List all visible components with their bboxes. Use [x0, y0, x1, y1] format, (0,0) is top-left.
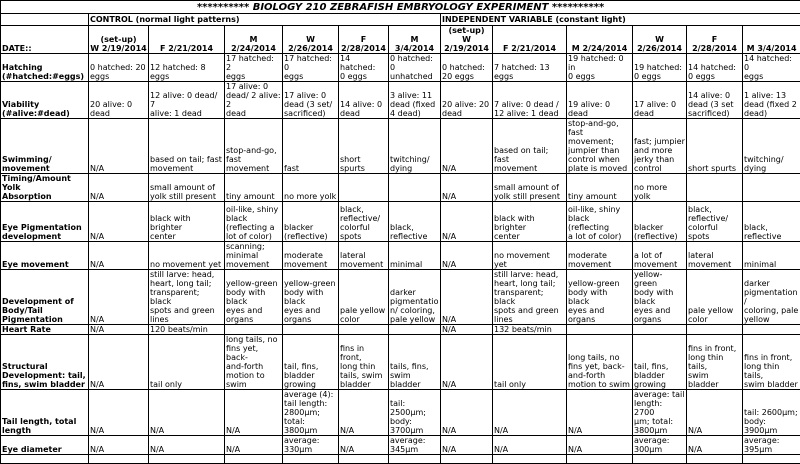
row-label: Heart Rate	[1, 325, 89, 335]
date-row	[1, 26, 800, 54]
table-cell: stop-and-go, fast movement; jumpier than control when plate is moved	[567, 119, 633, 174]
table-cell: N/A	[339, 390, 389, 436]
table-cell: tail: 2500µm; body: 3700µm	[389, 390, 441, 436]
table-cell: average: 330µm	[283, 436, 339, 455]
table-cell	[89, 455, 149, 464]
table-cell: long tails, no fins yet, back- and-forth motion to swim	[225, 335, 283, 390]
table-cell: still larve: head, heart, long tail; transparent; black spots and green lines	[493, 270, 567, 325]
table-cell: N/A	[441, 436, 493, 455]
table-cell: tail: 2600µm; body: 3900µm	[743, 390, 800, 436]
table-cell: 19 alive: 0 dead	[567, 82, 633, 119]
table-cell	[283, 325, 339, 335]
table-cell: 20 alive: 0 dead	[89, 82, 149, 119]
table-cell: small amount of yolk still present	[493, 174, 567, 202]
table-cell: N/A	[89, 270, 149, 325]
independent-section-header: INDEPENDENT VARIABLE (constant light)	[441, 14, 800, 26]
table-cell: N/A	[567, 390, 633, 436]
table-cell: fast	[283, 119, 339, 174]
table-cell	[339, 174, 389, 202]
table-cell: average (4): tail length: 2800µm; total: 3800µm	[283, 390, 339, 436]
table-cell: blacker (reflective)	[633, 202, 687, 242]
table-cell: tail, fins, bladder growing	[633, 335, 687, 390]
row-label: Hatching (#hatched:#eggs)	[1, 54, 89, 82]
table-cell	[567, 325, 633, 335]
page-title: ********** BIOLOGY 210 ZEBRAFISH EMBRYOLOGY EXPERIMENT **********	[1, 1, 800, 14]
row-label: Eye Pigmentation development	[1, 202, 89, 242]
table-cell: still larve: head, heart, long tail; transparent; black spots and green lines	[149, 270, 225, 325]
table-cell: 7 alive: 0 dead / 12 alive: 1 dead	[493, 82, 567, 119]
table-row	[1, 270, 800, 325]
table-cell: N/A	[441, 242, 493, 270]
cut-off-row	[1, 455, 800, 464]
date-header: F 2/28/2014	[339, 26, 389, 54]
table-row	[1, 335, 800, 390]
table-cell: lateral movement	[687, 242, 743, 270]
table-cell: 0 hatched: 20 eggs	[89, 54, 149, 82]
table-cell: 14 hatched: 0 eggs	[339, 54, 389, 82]
date-header: W 2/26/2014	[283, 26, 339, 54]
table-cell: 0 hatched: 20 eggs	[441, 54, 493, 82]
table-cell: no more yolk	[633, 174, 687, 202]
table-cell: moderate movement	[283, 242, 339, 270]
date-header: F 2/21/2014	[493, 26, 567, 54]
table-cell	[441, 455, 493, 464]
table-cell: N/A	[89, 325, 149, 335]
date-header: F 2/28/2014	[687, 26, 743, 54]
table-cell: short spurts	[339, 119, 389, 174]
row-label: Timing/Amount Yolk Absorption	[1, 174, 89, 202]
table-cell	[283, 455, 339, 464]
table-cell: yellow-green body with black eyes and organs	[225, 270, 283, 325]
table-cell: 12 alive: 0 dead/ 7 alive: 1 dead	[149, 82, 225, 119]
table-cell: twitching/ dying	[389, 119, 441, 174]
table-cell: tiny amount	[225, 174, 283, 202]
table-cell: oil-like, shiny black (reflecting a lot of color)	[225, 202, 283, 242]
table-cell	[225, 455, 283, 464]
table-cell: stop-and-go, fast movement	[225, 119, 283, 174]
table-cell	[493, 455, 567, 464]
table-cell: moderate movement	[567, 242, 633, 270]
table-cell: 7 hatched: 13 eggs	[493, 54, 567, 82]
table-cell: 14 alive: 0 dead	[339, 82, 389, 119]
table-row	[1, 242, 800, 270]
row-label: Tail length, total length	[1, 390, 89, 436]
table-row	[1, 82, 800, 119]
table-cell: twitching/ dying	[743, 119, 800, 174]
table-cell: N/A	[89, 436, 149, 455]
table-cell: no movement yet	[493, 242, 567, 270]
row-label: Eye diameter	[1, 436, 89, 455]
table-cell: scanning; minimal movement	[225, 242, 283, 270]
table-cell: lateral movement	[339, 242, 389, 270]
table-cell: N/A	[441, 119, 493, 174]
table-cell: yellow-green body with black eyes and organs	[567, 270, 633, 325]
table-cell: N/A	[89, 202, 149, 242]
table-cell	[743, 325, 800, 335]
date-header: (set-up) W 2/19/2014	[89, 26, 149, 54]
table-cell: 17 hatched: 0 eggs	[283, 54, 339, 82]
table-cell: fins in front, long thin tails, swim bladder	[687, 335, 743, 390]
table-cell: pale yellow color	[687, 270, 743, 325]
table-cell: N/A	[687, 390, 743, 436]
table-cell: fins in front, long thin tails, swim bladder	[743, 335, 800, 390]
table-row	[1, 390, 800, 436]
table-cell: fast; jumpier and more jerky than control	[633, 119, 687, 174]
table-cell: tails, fins, swim bladder	[389, 335, 441, 390]
table-cell	[743, 174, 800, 202]
table-row	[1, 54, 800, 82]
row-label: Viability (#alive:#dead)	[1, 82, 89, 119]
table-cell: yellow-green body with black eyes and organs	[633, 270, 687, 325]
table-cell	[389, 455, 441, 464]
table-cell: 19 hatched: 0 eggs	[633, 54, 687, 82]
table-cell	[339, 455, 389, 464]
table-cell: 17 alive: 0 dead	[633, 82, 687, 119]
table-cell	[633, 325, 687, 335]
table-cell: tail only	[149, 335, 225, 390]
table-cell: 0 hatched: 0 unhatched	[389, 54, 441, 82]
date-header: M 2/24/2014	[225, 26, 283, 54]
control-section-header: CONTROL (normal light patterns)	[89, 14, 441, 26]
table-cell: N/A	[225, 436, 283, 455]
table-cell	[687, 174, 743, 202]
table-cell: minimal	[743, 242, 800, 270]
table-cell	[339, 325, 389, 335]
table-row	[1, 325, 800, 335]
table-cell: 132 beats/min	[493, 325, 567, 335]
table-cell: 120 beats/min	[149, 325, 225, 335]
table-cell: black, reflective	[743, 202, 800, 242]
table-cell: 17 hatched: 2 eggs	[225, 54, 283, 82]
table-cell	[743, 455, 800, 464]
row-label: Swimming/ movement	[1, 119, 89, 174]
table-cell: N/A	[441, 174, 493, 202]
table-cell: yellow-green body with black eyes and organs	[283, 270, 339, 325]
table-cell: tail only	[493, 335, 567, 390]
table-cell: black with brighter center	[149, 202, 225, 242]
table-cell	[633, 455, 687, 464]
date-label: DATE::	[1, 26, 89, 54]
table-cell: oil-like, shiny black (reflecting a lot of color)	[567, 202, 633, 242]
table-cell	[687, 455, 743, 464]
table-cell: darker pigmentation/ coloring, pale yellow	[743, 270, 800, 325]
table-cell: 17 alive: 0 dead (3 set/ sacrificed)	[283, 82, 339, 119]
table-cell: average: 395µm	[743, 436, 800, 455]
table-cell: blacker (reflective)	[283, 202, 339, 242]
title-row	[1, 1, 800, 14]
table-cell: 20 alive: 20 dead	[441, 82, 493, 119]
table-cell: N/A	[441, 335, 493, 390]
table-cell: average: tail length: 2700 µm; total: 3800µm	[633, 390, 687, 436]
row-label: Structural Development: tail, fins, swim bladder	[1, 335, 89, 390]
table-cell: N/A	[441, 390, 493, 436]
table-cell: a lot of movement	[633, 242, 687, 270]
table-cell: darker pigmentatio n/ coloring, pale yellow	[389, 270, 441, 325]
table-cell: tail, fins, bladder growing	[283, 335, 339, 390]
table-cell: 14 alive: 0 dead (3 set sacrificed)	[687, 82, 743, 119]
date-header: M 3/4/2014	[389, 26, 441, 54]
table-row	[1, 202, 800, 242]
table-cell: short spurts	[687, 119, 743, 174]
table-cell: N/A	[89, 242, 149, 270]
table-cell: 3 alive: 11 dead (fixed 4 dead)	[389, 82, 441, 119]
table-cell: N/A	[441, 202, 493, 242]
section-row	[1, 14, 800, 26]
table-cell: N/A	[149, 390, 225, 436]
table-cell: 12 hatched: 8 eggs	[149, 54, 225, 82]
table-cell	[567, 455, 633, 464]
table-cell: N/A	[493, 390, 567, 436]
table-cell: minimal	[389, 242, 441, 270]
table-cell: 19 hatched: 0 in 0 eggs	[567, 54, 633, 82]
table-cell: black with brighter center	[493, 202, 567, 242]
table-cell: long tails, no fins yet, back- and-forth motion to swim	[567, 335, 633, 390]
table-cell: N/A	[149, 436, 225, 455]
table-cell: black, reflective	[389, 202, 441, 242]
table-cell: average: 345µm	[389, 436, 441, 455]
date-header: W 2/26/2014	[633, 26, 687, 54]
table-cell	[687, 325, 743, 335]
table-cell: 14 hatched: 0 eggs	[687, 54, 743, 82]
table-cell: 17 alive: 0 dead/ 2 alive: 2 dead	[225, 82, 283, 119]
date-header: F 2/21/2014	[149, 26, 225, 54]
table-cell: black, reflective/ colorful spots	[687, 202, 743, 242]
table-cell: N/A	[567, 436, 633, 455]
table-cell: 14 hatched: 0 eggs	[743, 54, 800, 82]
section-corner	[1, 14, 89, 26]
table-cell: N/A	[89, 119, 149, 174]
table-cell: average: 300µm	[633, 436, 687, 455]
table-cell	[389, 325, 441, 335]
table-cell: fins in front, long thin tails, swim bladder	[339, 335, 389, 390]
table-cell: pale yellow color	[339, 270, 389, 325]
date-header: M 2/24/2014	[567, 26, 633, 54]
table-cell	[225, 325, 283, 335]
table-cell: no movement yet	[149, 242, 225, 270]
table-cell: N/A	[89, 174, 149, 202]
table-cell: based on tail; fast movement	[149, 119, 225, 174]
table-row	[1, 174, 800, 202]
row-label: Eye movement	[1, 242, 89, 270]
table-cell: N/A	[493, 436, 567, 455]
table-cell	[1, 455, 89, 464]
date-header: (set-up) W 2/19/2014	[441, 26, 493, 54]
table-cell: no more yolk	[283, 174, 339, 202]
table-cell: N/A	[441, 325, 493, 335]
table-cell: N/A	[225, 390, 283, 436]
table-cell	[149, 455, 225, 464]
table-cell: N/A	[339, 436, 389, 455]
table-cell: black, reflective/ colorful spots	[339, 202, 389, 242]
table-cell	[389, 174, 441, 202]
table-row	[1, 436, 800, 455]
table-row	[1, 119, 800, 174]
table-cell: 1 alive: 13 dead (fixed 2 dead)	[743, 82, 800, 119]
table-cell: tiny amount	[567, 174, 633, 202]
table-cell: N/A	[89, 390, 149, 436]
row-label: Development of Body/Tail Pigmentation	[1, 270, 89, 325]
table-cell: small amount of yolk still present	[149, 174, 225, 202]
table-cell: N/A	[89, 335, 149, 390]
table-cell: N/A	[687, 436, 743, 455]
table-cell: based on tail; fast movement	[493, 119, 567, 174]
table-cell: N/A	[441, 270, 493, 325]
date-header: M 3/4/2014	[743, 26, 800, 54]
